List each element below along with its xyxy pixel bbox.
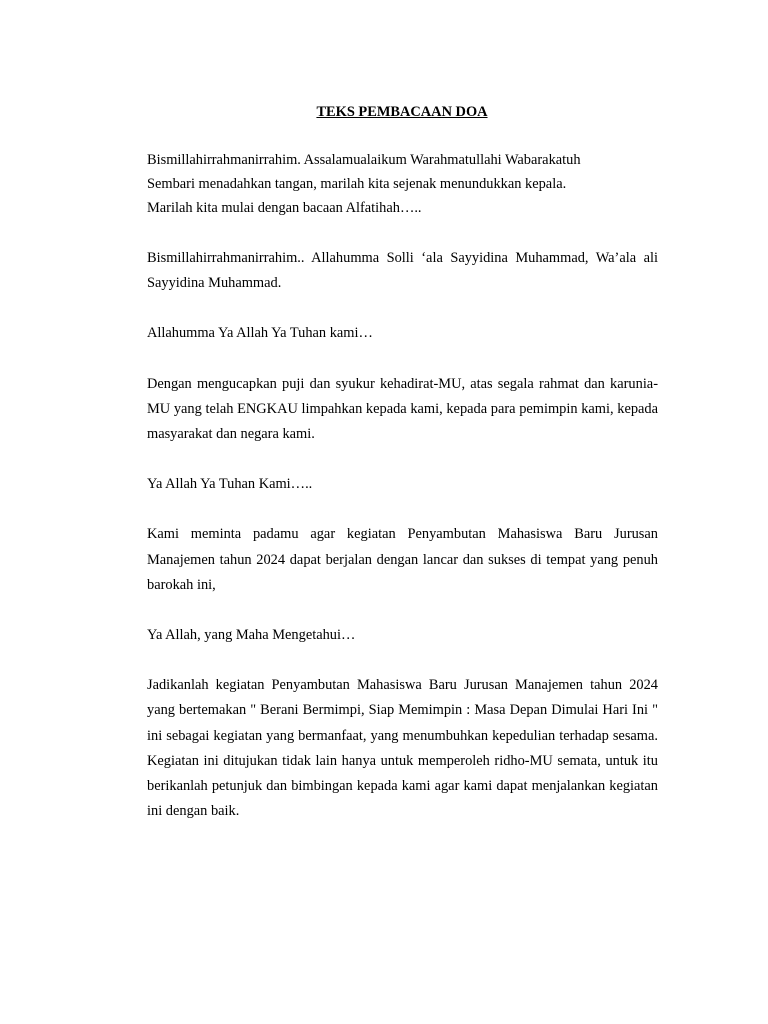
document-body <box>147 148 658 824</box>
paragraph-closing-prayer: Jadikanlah kegiatan Penyambutan Mahasiswa Baru Jurusan Manajemen tahun 2024 yang bertemakan " Berani Bermimpi, Siap Memimpin : Masa Depan Dimulai Hari Ini " ini sebagai kegiatan yang bermanfaat, yang menumbuhkan kepedulian terhadap sesama. Kegiatan ini ditujukan tidak lain hanya untuk memperoleh ridho-MU semata, untuk itu berikanlah petunjuk dan bimbingan kepada kami agar kami dapat menjalankan kegiatan ini dengan baik. <box>147 677 658 820</box>
paragraph-salawat: Bismillahirrahmanirrahim.. Allahumma Solli ‘ala Sayyidina Muhammad, Wa’ala ali Sayyidina Muhammad. <box>147 250 658 292</box>
paragraph-invocation-2: Ya Allah Ya Tuhan Kami….. <box>147 476 313 493</box>
paragraph-request: Kami meminta padamu agar kegiatan Penyambutan Mahasiswa Baru Jurusan Manajemen tahun 2024 dapat berjalan dengan lancar dan sukses di tempat yang penuh barokah ini, <box>147 526 658 593</box>
opening-line-2: Sembari menadahkan tangan, marilah kita sejenak menundukkan kepala. <box>147 176 567 192</box>
opening-line-1: Bismillahirrahmanirrahim. Assalamualaikum Warahmatullahi Wabarakatuh <box>147 152 581 168</box>
opening-line-3: Marilah kita mulai dengan bacaan Alfatihah….. <box>147 200 422 216</box>
paragraph-gratitude: Dengan mengucapkan puji dan syukur kehadirat-MU, atas segala rahmat dan karunia-MU yang telah ENGKAU limpahkan kepada kami, kepada para pemimpin kami, kepada masyarakat dan negara kami. <box>147 375 658 443</box>
paragraph-invocation-1: Allahumma Ya Allah Ya Tuhan kami… <box>147 325 373 342</box>
opening-paragraph <box>147 148 658 220</box>
paragraph-invocation-3: Ya Allah, yang Maha Mengetahui… <box>147 627 356 644</box>
document-title: TEKS PEMBACAAN DOA <box>316 104 488 120</box>
